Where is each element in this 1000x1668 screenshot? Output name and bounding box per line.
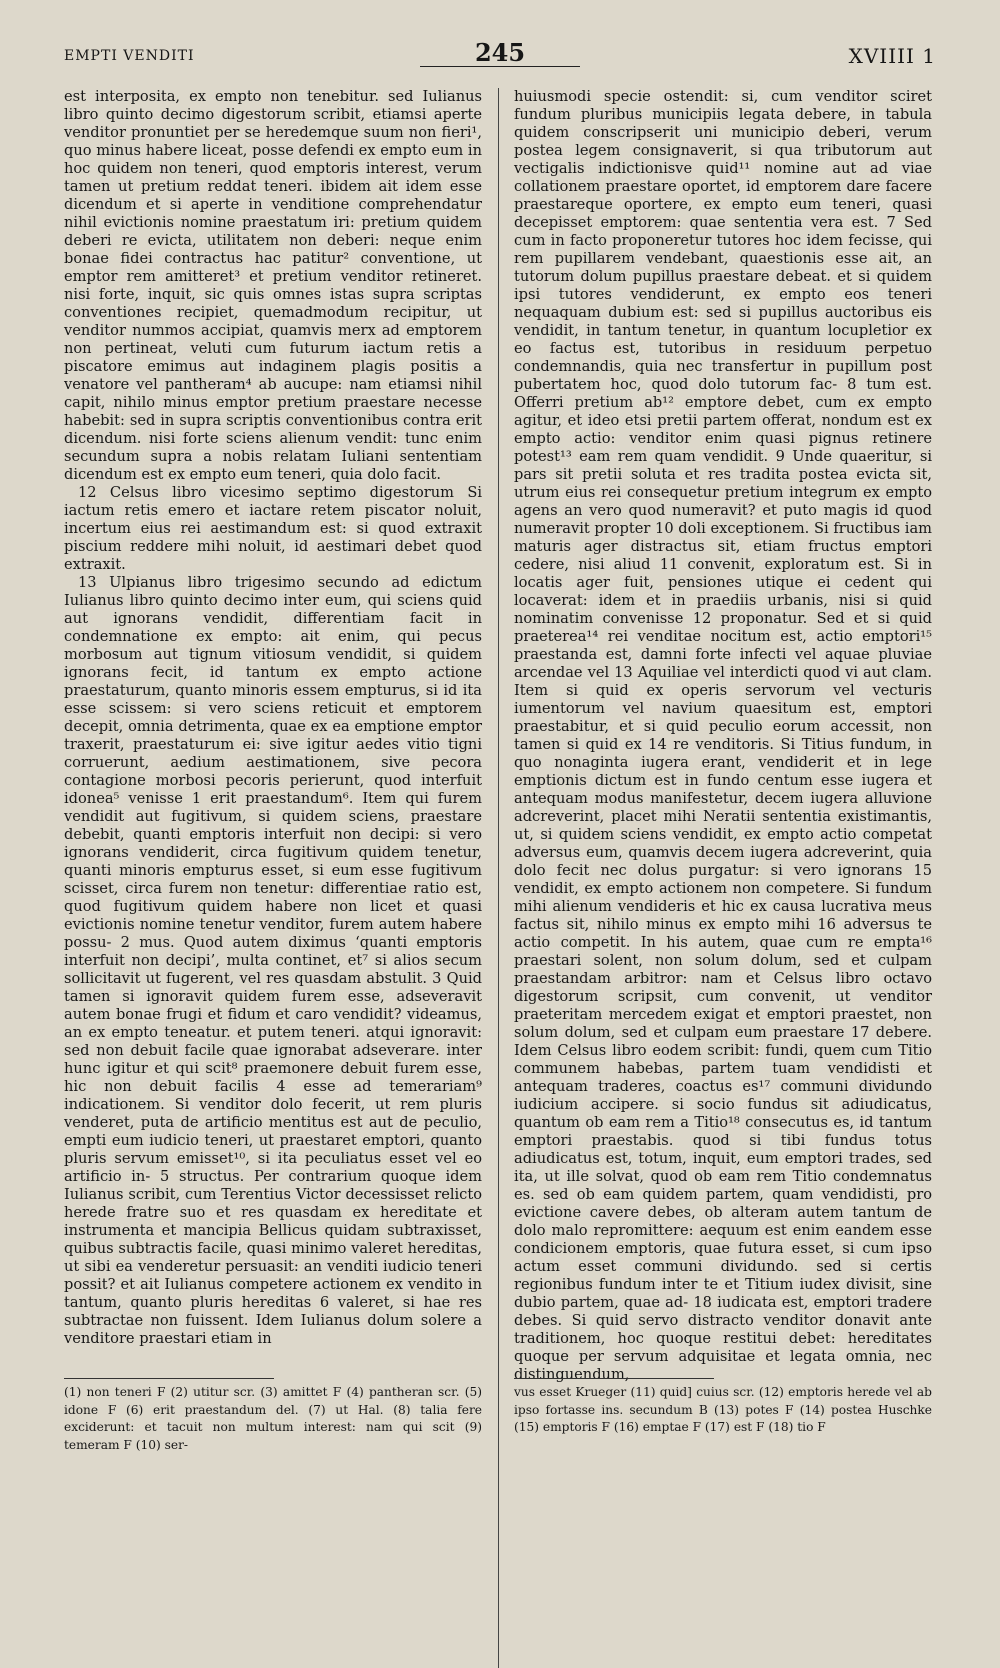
footnote-rule-right: [514, 1378, 714, 1379]
paragraph: 13 Ulpianus libro trigesimo secundo ad edictum Iulianus libro quinto decimo inter eum, qui sciens quid aut ignorans vendidit, differentiam facit in condemnatione ex empto: ait enim, qui pecus morbosum aut tignum vitiosum vendidit, si quidem ignorans fecit, id tantum ex empto actione praestaturum, quanto minoris essem empturus, si id ita esse scissem: si vero sciens reticuit et emptorem decepit, omnia detrimenta, quae ex ea emptione emptor traxerit, praestaturum ei: sive igitur aedes vitio tigni corruerunt, aedium aestimationem, sive pecora contagione morbosi pecoris perierunt, quod interfuit idonea⁵ venisse 1 erit praestandum⁶. Item qui furem vendidit aut fugitivum, si quidem sciens, praestare debebit, quanti emptoris interfuit non decipi: si vero ignorans vendiderit, circa fugitivum quidem tenetur, quanti minoris empturus esset, si eum esse fugitivum scisset, circa furem non tenetur: differentiae ratio est, quod fugitivum quidem habere non licet et quasi evictionis nomine tenetur venditor, furem autem habere possu- 2 mus. Quod autem diximus ‘quanti emptoris interfuit non decipi’, multa continet, et⁷ si alios secum sollicitavit ut fugerent, vel res quasdam abstulit. 3 Quid tamen si ignoravit quidem furem esse, adseveravit autem bonae frugi et fidum et caro vendidit? videamus, an ex empto teneatur. et putem teneri. atqui ignoravit: sed non debuit facile quae ignorabat adseverare. inter hunc igitur et qui scit⁸ praemonere debuit furem esse, hic non debuit facilis 4 esse ad temerariam⁹ indicationem. Si venditor dolo fecerit, ut rem pluris venderet, puta de artificio mentitus est aut de peculio, empti eum iudicio teneri, ut praestaret emptori, quanto pluris servum emisset¹⁰, si ita peculiatus esset vel eo artificio in- 5 structus. Per contrarium quoque idem Iulianus scribit, cum Terentius Victor decessisset relicto herede fratre suo et res quasdam ex hereditate et instrumenta et mancipia Bellicus quidam subtraxisset, quibus subtractis facile, quasi minimo valeret hereditas, ut sibi ea venderetur persuasit: an venditi iudicio teneri possit? et ait Iulianus competere actionem ex vendito in tantum, quanto pluris hereditas 6 valeret, si hae res subtractae non fuissent. Idem Iulianus dolum solere a venditore praestari etiam in: [64, 574, 482, 1347]
footnote-rule-left: [64, 1378, 274, 1379]
running-title-left: EMPTI VENDITI: [64, 48, 195, 64]
paragraph: 12 Celsus libro vicesimo septimo digestorum Si iactum retis emero et iactare retem piscator noluit, incertum eius rei aestimandum est: si quod extraxit piscium reddere mihi noluit, id aestimari debet quod extraxit.: [64, 484, 482, 573]
paragraph: est interposita, ex empto non tenebitur. sed Iulianus libro quinto decimo digestorum scribit, etiamsi aperte venditor pronuntiet per se heredemque suum non fieri¹, quo minus habere liceat, posse defendi ex empto eum in hoc quidem non teneri, quod emptoris interest, verum tamen ut pretium reddat teneri. ibidem ait idem esse dicendum et si aperte in venditione comprehendatur nihil evictionis nomine praestatum iri: pretium quidem deberi re evicta, utilitatem non deberi: neque enim bonae fidei contractus hac patitur² conventione, ut emptor rem amitteret³ et pretium venditor retineret. nisi forte, inquit, sic quis omnes istas supra scriptas conventiones recipiet, quemadmodum recipitur, ut venditor nummos accipiat, quamvis merx ad emptorem non pertineat, veluti cum futurum iactum retis a piscatore emimus aut indaginem plagis positis a venatore vel pantheram⁴ ab aucupe: nam etiamsi nihil capit, nihilo minus emptor pretium praestare necesse habebit: sed in supra scriptis conventionibus contra erit dicendum. nisi forte sciens alienum vendit: tunc enim secundum supra a nobis relatam Iuliani sententiam dicendum est ex empto eum teneri, quia dolo facit.: [64, 88, 482, 483]
paragraph: huiusmodi specie ostendit: si, cum venditor sciret fundum pluribus municipiis legata debere, in tabula quidem conscripserit uni municipio deberi, verum postea legem consignaverit, si qua tributorum aut vectigalis indictionisve quid¹¹ nomine aut ad viae collationem praestare oportet, id emptorem dare facere praestareque oportere, ex empto eum teneri, quasi decepisset emptorem: quae sententia vera est. 7 Sed cum in facto proponeretur tutores hoc idem fecisse, qui rem pupillarem vendebant, quaestionis esse ait, an tutorum dolum pupillus praestare debeat. et si quidem ipsi tutores vendiderunt, ex empto eos teneri nequaquam dubium est: sed si pupillus auctoribus eis vendidit, in tantum tenetur, in quantum locupletior ex eo factus est, tutoribus in residuum perpetuo condemnandis, quia nec transfertur in pupillum post pubertatem hoc, quod dolo tutorum fac- 8 tum est. Offerri pretium ab¹² emptore debet, cum ex empto agitur, et ideo etsi pretii partem offerat, nondum est ex empto actio: venditor enim quasi pignus retinere potest¹³ eam rem quam vendidit. 9 Unde quaeritur, si pars sit pretii soluta et res tradita postea evicta sit, utrum eius rei consequetur pretium integrum ex empto agens an vero quod numeravit? et puto magis id quod numeravit propter 10 doli exceptionem. Si fructibus iam maturis ager distractus sit, etiam fructus emptori cedere, nisi aliud 11 convenit, exploratum est. Si in locatis ager fuit, pensiones utique ei cedent qui locaverat: idem et in praediis urbanis, nisi si quid nominatim convenisse 12 proponatur. Sed et si quid praeterea¹⁴ rei venditae nocitum est, actio emptori¹⁵ praestanda est, damni forte infecti vel aquae pluviae arcendae vel 13 Aquiliae vel interdicti quod vi aut clam. Item si quid ex operis servorum vel vecturis iumentorum vel navium quaesitum est, emptori praestabitur, et si quid peculio eorum accessit, non tamen si quid ex 14 re venditoris. Si Titius fundum, in quo nonaginta iugera erant, vendiderit et in lege emptionis dictum est in fundo centum esse iugera et antequam modus manifestetur, decem iugera alluvione adcreverint, placet mihi Neratii sententia existimantis, ut, si quidem sciens vendidit, ex empto actio competat adversus eum, quamvis decem iugera adcreverint, quia dolo fecit nec dolus purgatur: si vero ignorans 15 vendidit, ex empto actionem non competere. Si fundum mihi alienum vendideris et hic ex causa lucrativa meus factus sit, nihilo minus ex empto mihi 16 adversus te actio competit. In his autem, quae cum re empta¹⁶ praestari solent, non solum dolum, sed et culpam praestandam arbitror: nam et Celsus libro octavo digestorum scripsit, cum convenit, ut venditor praeteritam mercedem exigat et emptori praestet, non solum dolum, sed et culpam eum praestare 17 debere. Idem Celsus libro eodem scribit: fundi, quem cum Titio communem habebas, partem tuam vendidisti et antequam traderes, coactus es¹⁷ communi dividundo iudicium accipere. si socio fundus sit adiudicatus, quantum ob eam rem a Titio¹⁸ consecutus es, id tantum emptori praestabis. quod si tibi fundus totus adiudicatus est, totum, inquit, eum emptori trades, sed ita, ut ille solvat, quod ob eam rem Titio condemnatus es. sed ob eam quidem partem, quam vendidisti, pro evictione cavere debes, ob alteram autem tantum de dolo malo repromittere: aequum est enim eandem esse condicionem emptoris, quae futura esset, si cum ipso actum esset communi dividundo. sed si certis regionibus fundum inter te et Titium iudex divisit, sine dubio partem, quae ad- 18 iudicata est, emptori tradere debes. Si quid servo distracto venditor donavit ante traditionem, hoc quoque restitui debet: hereditates quoque per servum adquisitae et legata omnia, nec distinguendum,: [514, 88, 932, 1383]
footnotes-left: (1) non teneri F (2) utitur scr. (3) amittet F (4) pantheran scr. (5) idone F (6) erit praestandum del. (7) ut Hal. (8) talia fere exciderunt: et tacuit non multum interest: nam qui scit (9) temeram F (10) ser-: [64, 1385, 482, 1452]
header-rule: [420, 66, 580, 67]
right-column: [514, 88, 932, 1383]
page-number: 245: [474, 38, 526, 67]
column-divider: [498, 88, 499, 1668]
running-title-right: XVIIII 1: [848, 44, 936, 68]
running-header: [64, 38, 936, 74]
left-column: [64, 88, 482, 1372]
footnotes-right: vus esset Krueger (11) quid] cuius scr. (12) emptoris herede vel ab ipso fortasse ins. secundum B (13) potes F (14) postea Huschke (15) emptoris F (16) emptae F (17) est F (18) tio F: [514, 1385, 932, 1434]
